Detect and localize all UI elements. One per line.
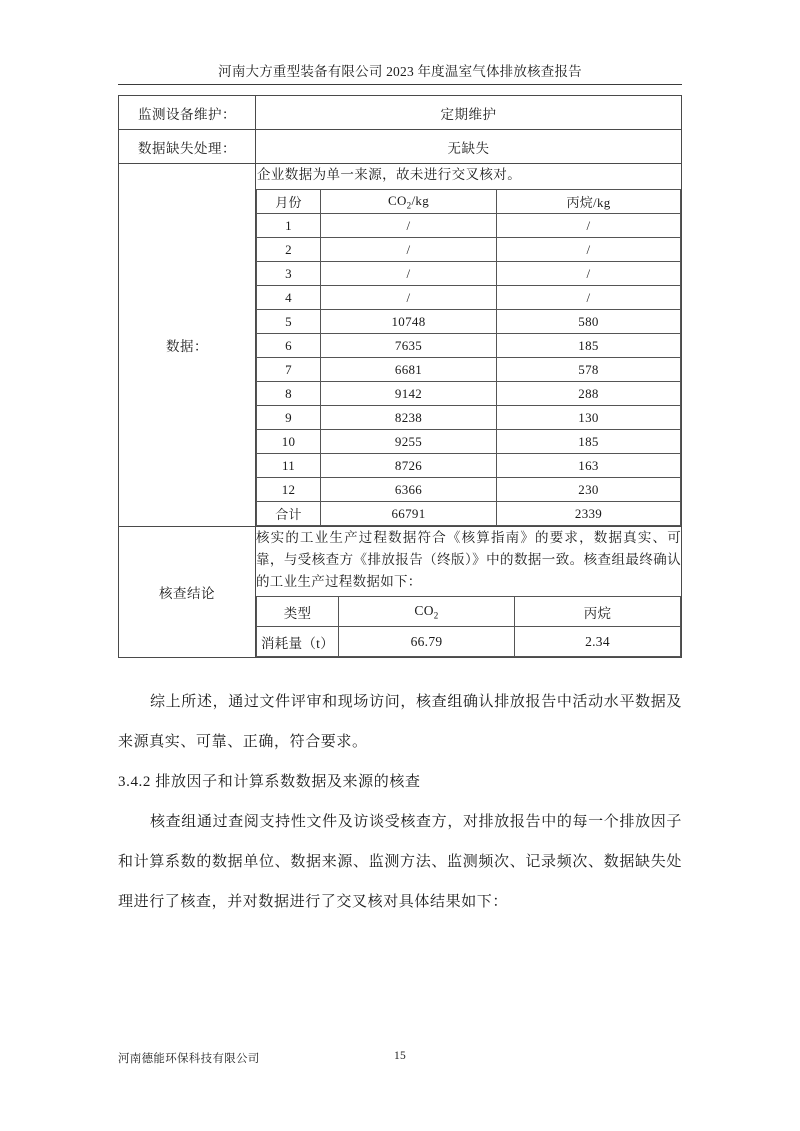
conclusion-cell-content — [256, 527, 682, 658]
cell-co2-total: 66791 — [321, 502, 497, 526]
table-row — [257, 286, 681, 310]
table-row-total — [257, 502, 681, 526]
data-cell-content — [256, 164, 682, 527]
cell-month: 10 — [257, 430, 321, 454]
col-header-co2 — [321, 190, 497, 214]
row-label-verification-conclusion: 核查结论 — [119, 527, 256, 658]
table-row — [257, 627, 681, 657]
cell-co2: 8238 — [321, 406, 497, 430]
col-header-propane: 丙烷/kg — [497, 190, 681, 214]
cell-month: 11 — [257, 454, 321, 478]
body-paragraph-summary: 综上所述，通过文件评审和现场访问，核查组确认排放报告中活动水平数据及来源真实、可靠、正确，符合要求。 — [118, 694, 682, 750]
table-row — [257, 334, 681, 358]
table-header-row — [257, 597, 681, 627]
cell-month: 2 — [257, 238, 321, 262]
cell-co2: 9142 — [321, 382, 497, 406]
cell-month: 7 — [257, 358, 321, 382]
cell-propane: 288 — [497, 382, 681, 406]
cell-co2: 7635 — [321, 334, 497, 358]
body-paragraph-emission-factors: 核查组通过查阅支持性文件及访谈受核查方，对排放报告中的每一个排放因子和计算系数的数据单位、数据来源、监测方法、监测频次、记录频次、数据缺失处理进行了核查，并对数据进行了交叉核对具体结果如下： — [118, 814, 682, 910]
data-source-note: 企业数据为单一来源，故未进行交叉核对。 — [257, 167, 522, 182]
cell-co2: 6366 — [321, 478, 497, 502]
table-row-conclusion — [119, 527, 682, 658]
cell-co2: / — [321, 262, 497, 286]
table-row — [257, 406, 681, 430]
table-row — [257, 454, 681, 478]
cell-propane: 130 — [497, 406, 681, 430]
cell-month: 6 — [257, 334, 321, 358]
cell-month: 8 — [257, 382, 321, 406]
table-row — [257, 238, 681, 262]
cell-propane: / — [497, 214, 681, 238]
cell-propane: 230 — [497, 478, 681, 502]
table-row — [257, 310, 681, 334]
confirmed-consumption-table — [256, 596, 681, 657]
body-content — [118, 682, 682, 922]
cell-propane: 580 — [497, 310, 681, 334]
cell-month: 3 — [257, 262, 321, 286]
row-label-data: 数据： — [119, 164, 256, 527]
cell-co2: / — [321, 286, 497, 310]
cell-month: 5 — [257, 310, 321, 334]
cell-propane-total: 2339 — [497, 502, 681, 526]
running-header: 河南大方重型装备有限公司 2023 年度温室气体排放核查报告 — [218, 64, 582, 79]
table-row — [119, 96, 682, 130]
table-row — [257, 430, 681, 454]
monthly-emission-table — [256, 189, 681, 526]
table-row — [257, 214, 681, 238]
table-row — [257, 382, 681, 406]
co2-label-suffix: /kg — [411, 192, 429, 208]
cell-propane: / — [497, 262, 681, 286]
cell-co2: 6681 — [321, 358, 497, 382]
footer-company-name: 河南德能环保科技有限公司 — [118, 1053, 260, 1065]
cell-month: 9 — [257, 406, 321, 430]
footer-page-number: 15 — [393, 1050, 407, 1062]
col-header-propane: 丙烷 — [515, 597, 681, 627]
verification-info-table — [118, 95, 682, 658]
section-heading-3-4-2: 3.4.2 排放因子和计算系数数据及来源的核查 — [118, 774, 421, 790]
cell-propane: / — [497, 238, 681, 262]
cell-propane: 578 — [497, 358, 681, 382]
cell-co2: 9255 — [321, 430, 497, 454]
cell-co2: 8726 — [321, 454, 497, 478]
cell-propane: 185 — [497, 430, 681, 454]
table-row — [257, 262, 681, 286]
table-header-row — [257, 190, 681, 214]
cell-co2: 10748 — [321, 310, 497, 334]
cell-month: 12 — [257, 478, 321, 502]
row-label-missing-data-handling: 数据缺失处理： — [119, 130, 256, 164]
table-row — [257, 358, 681, 382]
conclusion-paragraph: 核实的工业生产过程数据符合《核算指南》的要求，数据真实、可靠，与受核查方《排放报告（终版）》中的数据一致。核查组最终确认的工业生产过程数据如下： — [256, 530, 681, 589]
cell-month: 4 — [257, 286, 321, 310]
cell-consumption-propane: 2.34 — [515, 627, 681, 657]
col-header-month: 月份 — [257, 190, 321, 214]
cell-co2: / — [321, 238, 497, 262]
col-header-co2 — [339, 597, 515, 627]
row-label-equipment-maintenance: 监测设备维护： — [119, 96, 256, 130]
table-row — [257, 478, 681, 502]
cell-consumption-co2: 66.79 — [339, 627, 515, 657]
cell-co2: / — [321, 214, 497, 238]
cell-month-total: 合计 — [257, 502, 321, 526]
row-value-equipment-maintenance: 定期维护 — [256, 96, 682, 130]
co2-label-prefix: CO — [388, 192, 407, 208]
row-value-missing-data-handling: 无缺失 — [256, 130, 682, 164]
co2-label-prefix: CO — [414, 602, 434, 618]
cell-propane: 185 — [497, 334, 681, 358]
co2-label-subscript: 2 — [406, 200, 412, 211]
header-rule-divider — [118, 84, 682, 85]
co2-label-subscript: 2 — [433, 610, 439, 621]
cell-consumption-label: 消耗量（t） — [257, 627, 339, 657]
cell-month: 1 — [257, 214, 321, 238]
cell-propane: / — [497, 286, 681, 310]
table-row — [119, 130, 682, 164]
table-row-data — [119, 164, 682, 527]
col-header-type: 类型 — [257, 597, 339, 627]
cell-propane: 163 — [497, 454, 681, 478]
